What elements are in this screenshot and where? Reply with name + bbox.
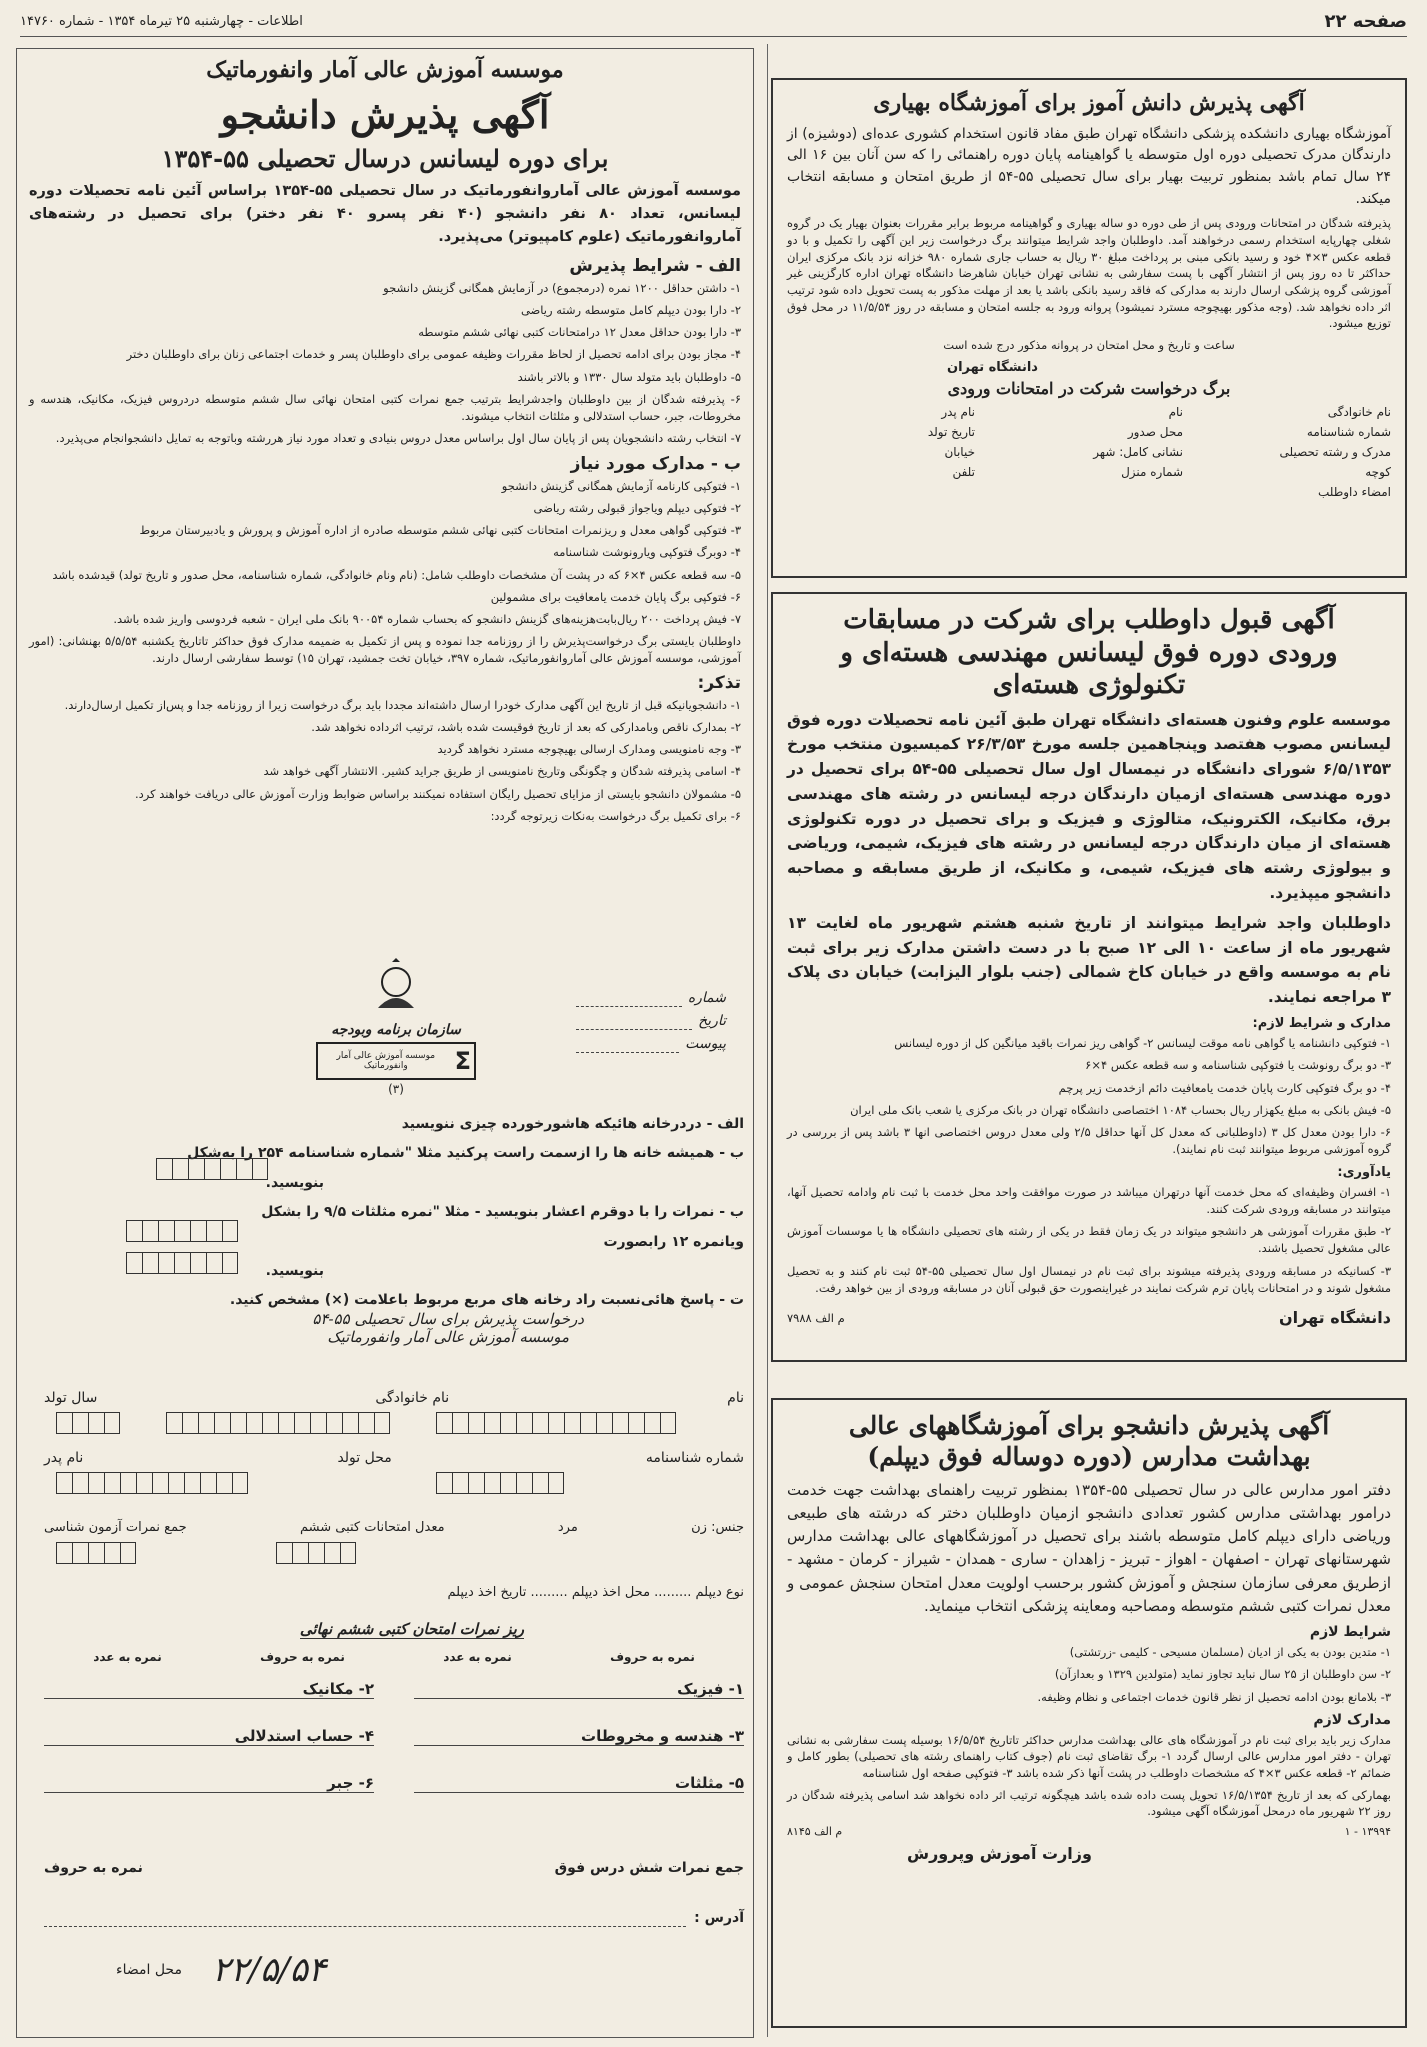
form-field: خیابان bbox=[944, 444, 975, 459]
ad2-body: موسسه علوم وفنون هسته‌ای دانشگاه تهران طبق آئین نامه تحصیلات دوره فوق لیسانس مصوب هفتصد وپنجاهمین جلسه مورخ ۲۶/۳/۵۳ کمیسیون منتخب مورخ ۶/۵/۱۳۵۳ شورای دانشگاه در نیمسال اول سال تحصیلی ۵۵-۵۴ برای تحصیل در دوره مهندسی هسته‌ای ازمیان دارندگان درجه لیسانس در رشته های مهندسی برق، مکانیک، الکترونیک، متالوژی و فیزیک و برای تحصیل در دوره تکنولوژی هسته‌ای از میان دارندگان درجه لیسانس در رشته های فیزیک، شیمی، وریاضی و بیولوژی رشته های فیزیک، شیمی، و مکانیک، از طریق مسابقه و مصاحبه دانشجو میپذیرد. bbox=[787, 710, 1391, 903]
total-label: جمع نمرات شش درس فوق bbox=[554, 1860, 744, 1876]
number-field: شماره bbox=[576, 990, 726, 1007]
birth-year-label: سال تولد bbox=[44, 1390, 98, 1406]
subject-trigonometry: ۵- مثلثات bbox=[414, 1774, 744, 1793]
ad2-reminders bbox=[787, 1184, 1391, 1298]
signature-row bbox=[116, 1950, 326, 1990]
date-field: تاریخ bbox=[576, 1013, 726, 1030]
a-item: ۷- انتخاب رشته دانشجویان پس از پایان سال اول براساس معدل دروس بنیادی و تعداد مورد نیاز هررشته وباتوجه به تمایل دانشجوانجام می‌پذیرد. bbox=[55, 431, 741, 446]
address-line: آدرس : bbox=[44, 1910, 744, 1927]
form-field: مدرک و رشته تحصیلی bbox=[1279, 444, 1391, 459]
ad3-docs: مدارک زیر باید برای ثبت نام در آموزشگاه های عالی بهداشت مدارس حداکثر تاتاریخ ۱۶/۵/۵۴ بوسیله پست سفارشی به نشانی تهران - دفتر امور مدارس عالی ارسال گردد ۱- برگ تقاضای ثبت نام (جوف کتاب راهنمای رشته های تحصیلی) بطور کامل و ضمائم ۲- قطعه عکس ۳×۴ که مشخصات داوطلب در پشت آنها ذکر شده باشد ۳- فتوکپی صفحه اول شناسنامه bbox=[787, 1732, 1391, 1781]
a-item: ۱- داشتن حداقل ۱۲۰۰ نمره (درمجموع) در آزمایش همگانی گزینش دانشجو bbox=[383, 280, 741, 295]
ad1-form-title: برگ درخواست شرکت در امتحانات ورودی bbox=[947, 378, 1231, 398]
grade-words-header: نمره به حروف bbox=[610, 1650, 695, 1664]
name-cells bbox=[436, 1412, 676, 1434]
ad1-form-fields bbox=[787, 405, 1391, 499]
instruction-b: ب - همیشه خانه ها را ازسمت راست پرکنید مثلا "شماره شناسنامه ۲۵۴ را به‌شکل bbox=[187, 1145, 744, 1162]
a-item: ۶- پذیرفته شدگان از بین داوطلبان واجدشرایط بترتیب جمع نمرات کتبی امتحان نهائی سال ششم متوسطه دردروس فیزیک، مکانیک، هندسه و مخروطات، جبر، حساب استدلالی و مثلثات انتخاب میشوند. bbox=[29, 391, 741, 424]
form-area bbox=[16, 950, 754, 2038]
form-field: امضاء داوطلب bbox=[1317, 484, 1391, 499]
form-head: درخواست پذیرش برای سال تحصیلی ۵۵-۵۴ bbox=[312, 1310, 584, 1328]
remind-item: ۵- مشمولان دانشجو بایستی از مزایای تحصیل رایگان استفاده نمیکنند براساس ضوابط وزارت آموزش عالی دریافت خواهند کرد. bbox=[135, 786, 741, 801]
test-total-label: جمع نمرات آزمون شناسی bbox=[44, 1520, 187, 1535]
form-field: نام bbox=[1168, 404, 1183, 419]
instruction-a: الف - دردرخانه هائیکه هاشورخورده چیزی ننویسید bbox=[401, 1116, 744, 1132]
ad2-signature: دانشگاه تهران bbox=[1279, 1308, 1391, 1328]
grades-title: ریز نمرات امتحان کتبی ششم نهائی bbox=[299, 1620, 524, 1638]
cond-item: ۱- متدین بودن به یکی از ادیان (مسلمان مسیحی - کلیمی -زرتشتی) bbox=[1069, 1645, 1391, 1659]
form-field: نام پدر bbox=[941, 404, 975, 419]
b-item: ۳- فتوکپی گواهی معدل و ریزنمرات امتحانات کتبی نهائی ششم متوسطه صادره از اداره آموزش و پرورش و یادبیرستان مربوط bbox=[139, 523, 741, 538]
instruction-c: ب - نمرات را با دوقرم اعشار بنویسید - مثلا "نمره مثلثات ۹/۵ را بشکل bbox=[261, 1204, 744, 1221]
b-item: ۲- فتوکپی دیپلم ویاجواز قبولی رشته ریاضی bbox=[533, 500, 741, 515]
ad4-org: موسسه آموزش عالی آمار وانفورماتیک bbox=[206, 57, 564, 83]
subject-mechanics: ۲- مکانیک bbox=[44, 1680, 374, 1699]
subject-geometry: ۳- هندسه و مخروطات bbox=[414, 1727, 744, 1746]
remind-item: ۱- دانشجویانیکه قبل از تاریخ این آگهی مدارک خودرا ارسال داشته‌اند مجددا باید برگ درخواست زیرا از روزنامه جدا و پس‌از تکمیل ارسال‌دارند. bbox=[64, 697, 741, 712]
ad4-sec-a: الف - شرایط پذیرش bbox=[569, 255, 741, 276]
gpa-cells bbox=[276, 1542, 356, 1564]
lastname-cells bbox=[166, 1412, 390, 1434]
page-number: صفحه ۲۲ bbox=[1324, 10, 1407, 32]
ad3-body: دفتر امور مدارس عالی در سال تحصیلی ۵۵-۱۳۵۴ بمنظور تربیت راهنمای بهداشت جهت خدمت درامور بهداشتی مدارس کشور تعدادی دانشجو ازمیان داوطلبان دختر که درشته های طبیعی وریاضی دارای دیپلم کامل متوسطه باشند برای تحصیل در آموزشگاههای عالی بهداشت مدارس شهرستانهای تهران - اصفهان - اهواز - تبریز - زاهدان - ساری - همدان - شیراز - کرمان - مشهد - ازطریق معرفی سازمان سنجش و آموزش کشور برحسب اولویت معدل امتحان سنجش عمومی و معدل نمرات کتبی ششم متوسطه ومصاحبه ومعاینه پزشکی انتخاب مینماید. bbox=[787, 1480, 1391, 1615]
gender-female-checkbox[interactable]: جنس: زن bbox=[691, 1520, 744, 1535]
ad3-conds bbox=[787, 1644, 1391, 1706]
doc-item: ۱- فتوکپی دانشنامه یا گواهی نامه موقت لیسانس ۲- گواهی ریز نمرات باقید میانگین کل از دوره لیسانس bbox=[894, 1036, 1391, 1051]
ad4-intro: موسسه آموزش عالی آماروانفورماتیک در سال تحصیلی ۵۵-۱۳۵۴ براساس آئین نامه تحصیلات دوره لیسانس، تعداد ۸۰ نفر دانشجو (۴۰ نفر پسرو ۴۰ نفر دختر) برای تحصیل در رشته‌های آماروانفورماتیک (علوم کامپیوتر) می‌پذیرد. bbox=[29, 183, 741, 246]
reminder-item: ۲- طبق مقررات آموزشی هر دانشجو میتواند در یک زمان فقط در یکی از رشته های تحصیلی دانشگاه ها یا موسسات آموزش عالی مشغول تحصیل باشند. bbox=[787, 1224, 1391, 1256]
ad4-remind-items bbox=[29, 697, 741, 826]
b-item: ۵- سه قطعه عکس ۴×۶ که در پشت آن مشخصات داوطلب شامل: (نام ونام خانوادگی، شماره شناسنامه، محل صدور و تاریخ تولد) قیدشده باشد bbox=[52, 567, 741, 582]
ad1-body: آموزشگاه بهیاری دانشکده پزشکی دانشگاه تهران طبق مفاد قانون استخدام کشوری عده‌ای (دوشیزه) از دارندگان مدرک تحصیلی دوره اول متوسطه یا گواهینامه پایان دوره راهنمائی را که سن آنان بین ۱۶ الی ۲۴ سال تمام باشد بمنظور تربیت بهیار برای سال تحصیلی ۵۵-۵۴ از طریق امتحان و مسابقه انتخاب میکند. bbox=[787, 125, 1391, 207]
ad4-title: آگهی پذیرش دانشجو bbox=[220, 91, 550, 137]
logo-text: سازمان برنامه وبودجه bbox=[331, 1022, 461, 1038]
form-instructions bbox=[44, 1110, 744, 1316]
doc-item: ۴- دو برگ فتوکپی کارت پایان خدمت یامعافیت دائم ازخدمت زیر پرچم bbox=[1058, 1080, 1391, 1095]
father-cells bbox=[56, 1472, 248, 1494]
remind-item: ۲- بمدارک ناقص وبامدارکی که بعد از تاریخ فوقیست شده باشد، ترتیب اثرداده نخواهد شد. bbox=[311, 719, 741, 734]
doc-item: ۶- دارا بودن معدل کل ۳ (داوطلبانی که معدل کل آنها حداقل ۲/۵ ولی معدل دروس اختصاصی انها ۳ باشد پس از بررسی در گروه آموزشی مربوط میتوانند ثبت نام نمایند). bbox=[787, 1125, 1392, 1157]
form-header bbox=[312, 1310, 584, 1346]
page-header bbox=[20, 6, 1407, 37]
cond-item: ۳- بلامانع بودن ادامه تحصیل از نظر قانون خدمات اجتماعی و نظام وظیفه. bbox=[1037, 1689, 1391, 1704]
grade-number-header: نمره به عدد bbox=[443, 1650, 512, 1664]
instruction-c-end: بنویسید. bbox=[265, 1262, 324, 1279]
ad1-detail: پذیرفته شدگان در امتحانات ورودی پس از طی دوره دو ساله بهیاری و گواهینامه مربوط برابر مقررات بعنوان بهیار یک در گروه شغلی چهارپایه استخدام رسمی درخواهند آمد. داوطلبان واجد شرایط میتوانند برگ درخواست زیر این آگهی را تکمیل و با دو قطعه عکس ۳×۴ خود و رسید بانکی مبنی بر پرداخت مبلغ ۳۰ ریال به حساب جاری شماره ۹۸۰ خزانه نزد بانک مرکزی ایران حداکثر تا ده روز پس از انتشار آگهی با پست سفارشی به نشانی تهران خیابان شاهرضا دانشگاه تهران اداره کارگزینی غیر آموزشی گروه پزشکی ارسال دارند به مدارکی که فاقد رسید بانکی باشد یا بعد از مهلت مذکور به پست تحویل داده شود ترتیب اثر داده نخواهد شد. (وجه مذکور بهیچوجه مسترد نمیشود) پروانه ورود به جلسه امتحان و مسابقه در روز ۱۱/۵/۵۴ در محل فوق توزیع میشود. bbox=[787, 216, 1391, 331]
form-row-3 bbox=[44, 1520, 744, 1535]
signature-label: محل امضاء bbox=[116, 1962, 182, 1978]
subject-algebra: ۶- جبر bbox=[44, 1774, 374, 1793]
instruction-c2: ویانمره ۱۲ رابصورت bbox=[603, 1233, 744, 1250]
total-words-label: نمره به حروف bbox=[44, 1860, 143, 1876]
ad3-title: آگهی پذیرش دانشجو برای آموزشگاههای عالی بهداشت مدارس (دوره دوساله فوق دیپلم) bbox=[848, 1411, 1330, 1472]
logo-box bbox=[316, 1042, 476, 1080]
form-row-2 bbox=[44, 1450, 744, 1466]
sample-cells-grade1 bbox=[126, 1220, 238, 1242]
instruction-d: ت - پاسخ هائی‌نسبت راد رخانه های مربع مربوط باعلامت (×) مشخص کنید. bbox=[229, 1292, 744, 1309]
ad1-note: ساعت و تاریخ و محل امتحان در پروانه مذکور درج شده است bbox=[943, 337, 1235, 352]
id-cells bbox=[436, 1472, 564, 1494]
test-cells bbox=[56, 1542, 136, 1564]
ad3-cond-title: شرایط لازم bbox=[1309, 1624, 1391, 1640]
cond-item: ۲- سن داوطلبان از ۲۵ سال نباید تجاوز نماید (متولدین ۱۳۲۹ و بعدازآن) bbox=[1054, 1667, 1391, 1682]
reminder-item: ۳- کسانیکه در مسابقه ورودی پذیرفته میشوند برای ثبت نام در نیمسال اول سال تحصیلی ۵۵-۵۴ ثبت نام کنند و به تحصیل مشغول شوند و در امتحانات پایان ترم شرکت نمایند در غیراینصورت حق قبولی آنان در مسابقه ورودی از بین خواهد رفت. bbox=[787, 1263, 1391, 1295]
logo-subtext: موسسه آموزش عالی آمار وانفورماتیک bbox=[336, 1051, 436, 1071]
attachment-field: پیوست bbox=[576, 1036, 726, 1053]
issue-info: اطلاعات - چهارشنبه ۲۵ تیرماه ۱۳۵۴ - شماره ۱۴۷۶۰ bbox=[20, 13, 303, 29]
first-name-label: نام bbox=[727, 1390, 744, 1406]
diploma-line: نوع دیپلم ......... محل اخذ دیپلم ......... تاریخ اخذ دیپلم bbox=[447, 1585, 744, 1600]
signature-value: ۲۲/۵/۵۴ bbox=[211, 1950, 327, 1990]
ad4-note: داوطلبان بایستی برگ درخواست‌پذیرش را از روزنامه جدا نموده و پس از تکمیل به ضمیمه مدارک فوق حداکثر تاتاریخ یکشنبه ۵/۵/۵۴ بهنشانی: (امور آموزشی، موسسه آموزش عالی آماروانفورماتیک، شماره ۳۹۷، خیابان تخت جمشید، تهران ۱۵) توسط سفارشی ارسال دارند. bbox=[29, 634, 742, 665]
last-name-label: نام خانوادگی bbox=[375, 1390, 450, 1406]
b-item: ۴- دوبرگ فتوکپی ویارونوشت شناسنامه bbox=[553, 545, 741, 560]
ad4-remind-title: تذکر: bbox=[697, 672, 741, 693]
subject-arithmetic: ۴- حساب استدلالی bbox=[44, 1727, 374, 1746]
form-field: نشانی کامل: شهر bbox=[1093, 444, 1183, 459]
ad-school-health bbox=[771, 1398, 1407, 2028]
lion-sun-emblem-icon bbox=[366, 958, 426, 1018]
doc-item: ۵- فیش بانکی به مبلغ یکهزار ریال بحساب ۱۰۸۴ اختصاصی دانشگاه تهران در بانک مرکزی یا شعب بانک ملی ایران bbox=[850, 1102, 1391, 1117]
reminder-item: ۱- افسران وظیفه‌ای که محل خدمت آنها درتهران میباشد در صورت موافقت واحد محل خدمت با ثبت نام وادامه تحصیل آنها، میتوانند در مسابقه ورودی شرکت کنند. bbox=[787, 1184, 1391, 1216]
ad3-docs-title: مدارک لازم bbox=[1313, 1711, 1391, 1728]
ad3-code2: ۱۳۹۹۴ - ۱ bbox=[1344, 1825, 1391, 1839]
id-number-label: شماره شناسنامه bbox=[645, 1450, 744, 1466]
form-field: شماره شناسنامه bbox=[1306, 424, 1391, 439]
ad2-docs bbox=[787, 1035, 1391, 1159]
ad2-reminder-title: یادآوری: bbox=[1337, 1164, 1391, 1180]
total-row bbox=[44, 1860, 744, 1876]
b-item: ۷- فیش پرداخت ۲۰۰ ریال‌بابت‌هزینه‌های گزینش دانشجو که بحساب شماره ۹۰۰۵۴ بانک ملی ایران - شعبه فردوسی واریز شده باشد. bbox=[113, 612, 741, 627]
gpa-label: معدل امتحانات کتبی ششم bbox=[299, 1520, 445, 1535]
ad4-subtitle: برای دوره لیسانس درسال تحصیلی ۵۵-۱۳۵۴ bbox=[161, 144, 609, 173]
subject-physics: ۱- فیزیک bbox=[414, 1680, 744, 1699]
figure-number: (۳) bbox=[388, 1082, 404, 1096]
birthplace-label: محل تولد bbox=[337, 1450, 392, 1466]
sample-cells-grade2 bbox=[126, 1252, 238, 1274]
form-field: تاریخ تولد bbox=[927, 424, 975, 439]
a-item: ۳- دارا بودن حداقل معدل ۱۲ درامتحانات کتبی نهائی ششم متوسطه bbox=[418, 325, 741, 340]
instruction-b-end: بنویسید. bbox=[265, 1174, 324, 1191]
column-divider bbox=[767, 44, 768, 2037]
a-item: ۵- داوطلبان باید متولد سال ۱۳۳۰ و بالاتر باشند bbox=[517, 369, 741, 384]
ad3-code: م الف ۸۱۴۵ bbox=[787, 1825, 843, 1839]
ad4-b-items bbox=[29, 478, 741, 629]
grade-words-header-2: نمره به حروف bbox=[260, 1650, 345, 1664]
form-field: محل صدور bbox=[1127, 424, 1183, 439]
letter-fields bbox=[576, 990, 726, 1053]
grade-number-header-2: نمره به عدد bbox=[93, 1650, 162, 1664]
institute-logo bbox=[316, 958, 476, 1096]
doc-item: ۳- دو برگ رونوشت یا فتوکپی شناسنامه و سه قطعه عکس ۴×۶ bbox=[1085, 1058, 1391, 1073]
remind-item: ۶- برای تکمیل برگ درخواست به‌نکات زیرتوجه گردد: bbox=[490, 808, 741, 823]
form-field: کوچه bbox=[1365, 464, 1391, 479]
remind-item: ۴- اسامی پذیرفته شدگان و چگونگی وتاریخ نامنویسی از طریق جراید کشیر. الانتشار آگهی خواهد شد bbox=[263, 764, 741, 779]
father-name-label: نام پدر bbox=[44, 1450, 84, 1466]
form-row-1 bbox=[44, 1390, 744, 1406]
ad2-docs-title: مدارک و شرایط لازم: bbox=[1252, 1016, 1391, 1032]
form-field: شماره منزل bbox=[1121, 464, 1183, 479]
ad-nursing-school bbox=[771, 78, 1407, 578]
sigma-icon: Σ bbox=[454, 1047, 471, 1075]
ad2-title: آگهی قبول داوطلب برای شرکت در مسابقات ورودی دوره فوق لیسانس مهندسی هسته‌ای و تکنولوژی هسته‌ای bbox=[840, 605, 1338, 700]
b-item: ۶- فتوکپی برگ پایان خدمت یامعافیت برای مشمولین bbox=[490, 589, 741, 604]
birthyear-cells bbox=[56, 1412, 120, 1434]
form-org: موسسه آموزش عالی آمار وانفورماتیک bbox=[327, 1328, 570, 1346]
ad3-signature: وزارت آموزش وپرورش bbox=[907, 1844, 1092, 1864]
gender-male-checkbox[interactable]: مرد bbox=[557, 1520, 578, 1535]
sample-cells-id bbox=[156, 1158, 268, 1180]
remind-item: ۳- وجه نامنویسی ومدارک ارسالی بهیچوجه مسترد نخواهد گردید bbox=[437, 742, 741, 757]
b-item: ۱- فتوکپی کارنامه آزمایش همگانی گزینش دانشجو bbox=[501, 478, 741, 493]
a-item: ۲- دارا بودن دیپلم کامل متوسطه رشته ریاضی bbox=[520, 302, 741, 317]
grades-header bbox=[44, 1650, 744, 1664]
ad4-sec-b: ب - مدارک مورد نیاز bbox=[570, 453, 741, 474]
form-field: تلفن bbox=[952, 464, 975, 479]
ad1-title: آگهی پذیرش دانش آموز برای آموزشگاه بهیاری bbox=[873, 90, 1305, 116]
ad1-signature: دانشگاه تهران bbox=[947, 359, 1038, 375]
ad4-a-items bbox=[29, 280, 741, 448]
a-item: ۴- مجاز بودن برای ادامه تحصیل از لحاظ مقررات وظیفه عمومی برای داوطلبان پسر و خدمات اجتماعی زنان برای داوطلبان دختر bbox=[126, 347, 741, 362]
form-field: نام خانوادگی bbox=[1327, 404, 1391, 419]
grades-rows bbox=[44, 1680, 744, 1793]
ad-nuclear-engineering bbox=[771, 592, 1407, 1362]
ad2-code: م الف ۷۹۸۸ bbox=[787, 1311, 845, 1326]
ad3-footer: بهمارکی که بعد از تاریخ ۱۶/۵/۱۳۵۴ تحویل پست داده شده باشد هیچگونه ترتیب اثر داده نخواهد شد اسامی پذیرفته شدگان در روز ۲۲ شهریور ماه درمحل آموزشگاه آگهی میشود. bbox=[787, 1787, 1391, 1819]
ad2-body2: داوطلبان واجد شرایط میتوانند از تاریخ شنبه هشتم شهریور ماه لغایت ۱۳ شهریور ماه از ساعت ۱۰ الی ۱۲ صبح با در دست داشتن مدارک زیر برای ثبت نام به موسسه واقع در خیابان کاخ شمالی (جنب بلوار الیزابت) خیابان دی پلاک ۳ مراجعه نمایند. bbox=[787, 913, 1392, 1007]
